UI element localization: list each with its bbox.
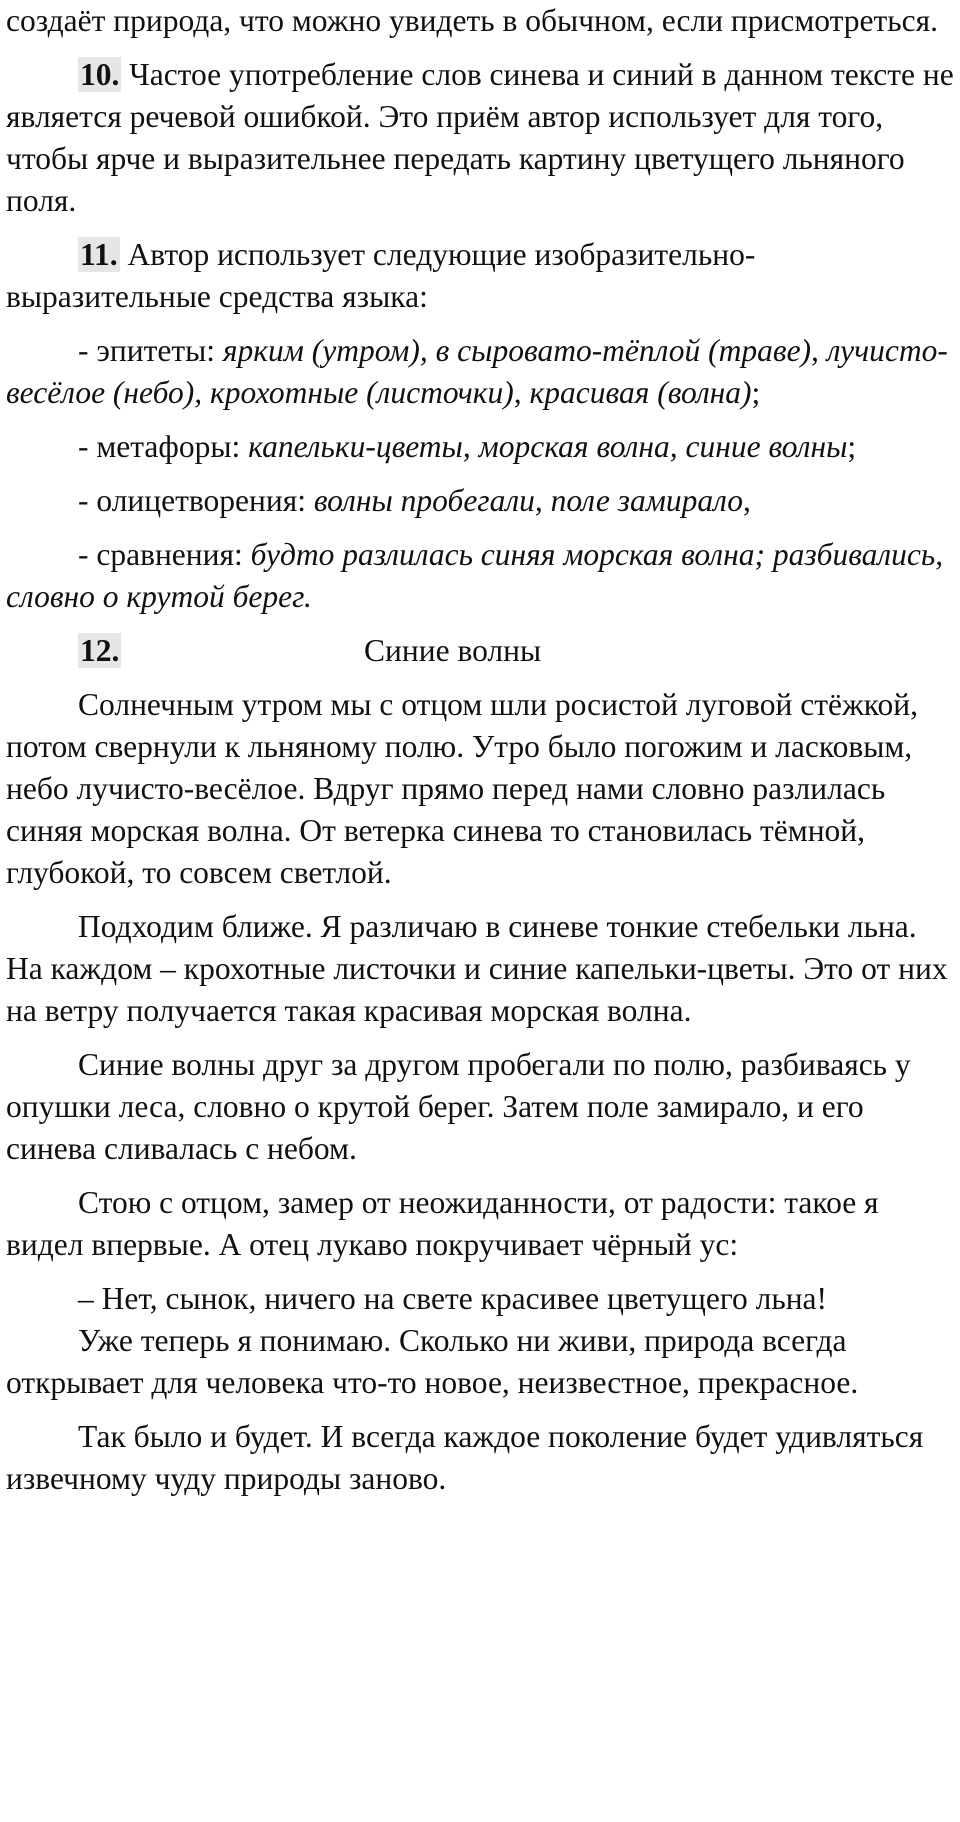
list-examples: капельки-цветы, морская волна, синие волны [248,429,848,464]
essay-paragraph [6,684,956,894]
essay-paragraph [6,1044,956,1170]
list-label: - сравнения: [78,537,251,572]
essay-text: Синие волны друг за другом пробегали по полю, разбиваясь у опушки леса, словно о крутой берег. Затем поле замирало, и его синева сливалась с небом. [6,1047,911,1166]
list-examples: волны пробегали, поле замирало [313,483,743,518]
list-examples: будто разлилась синяя морская волна; разбивались, словно о крутой берег. [6,537,944,614]
essay-title: Синие волны [364,633,542,668]
answer-10 [6,54,956,222]
answer-text: Частое употребление слов синева и синий в данном тексте не является речевой ошибкой. Это приём автор использует для того, чтобы ярче и выразительнее передать картину цветущего льняного поля. [6,57,954,218]
essay-text: Солнечным утром мы с отцом шли росистой луговой стёжкой, потом свернули к льняному полю. Утро было погожим и ласковым, небо лучисто-весёлое. Вдруг прямо перед нами словно разлилась синяя морская волна. От ветерка синева то становилась тёмной, глубокой, то совсем светлой. [6,687,918,890]
list-label: - олицетворения: [78,483,314,518]
list-item-comparisons [6,534,956,618]
essay-text: Подходим ближе. Я различаю в синеве тонкие стебельки льна. На каждом – крохотные листочки и синие капельки-цветы. Это от них на ветру получается такая красивая морская волна. [6,909,948,1028]
list-item-epithets [6,330,956,414]
list-examples: ярким (утром), в сыровато-тёплой (траве), лучисто-весёлое (небо), крохотные (листочки), красивая (волна) [6,333,948,410]
essay-paragraph [6,1416,956,1500]
list-label: - метафоры: [78,429,249,464]
document-page [6,0,956,1512]
answer-number: 12. [80,633,120,668]
essay-dialogue [6,1278,956,1320]
essay-text: Уже теперь я понимаю. Сколько ни живи, природа всегда открывает для человека что-то новое, неизвестное, прекрасное. [6,1323,859,1400]
essay-paragraph [6,1182,956,1266]
essay-text: – Нет, сынок, ничего на свете красивее цветущего льна! [78,1281,828,1316]
list-end: , [742,483,751,518]
list-item-personification [6,480,956,522]
answer-11 [6,234,956,318]
answer-number: 11. [80,237,118,272]
answer-text: Автор использует следующие изобразительно-выразительные средства языка: [6,237,756,314]
answer-number: 10. [80,57,120,92]
list-label: - эпитеты: [78,333,223,368]
paragraph-intro [6,0,956,42]
essay-paragraph [6,1320,956,1404]
essay-text: Стою с отцом, замер от неожиданности, от радости: такое я видел впервые. А отец лукаво покручивает чёрный ус: [6,1185,879,1262]
essay-paragraph [6,906,956,1032]
intro-text: создаёт природа, что можно увидеть в обычном, если присмотреться. [6,3,939,38]
answer-12-heading [6,630,956,672]
list-end: ; [847,429,857,464]
list-item-metaphors [6,426,956,468]
list-end: ; [751,375,761,410]
essay-text: Так было и будет. И всегда каждое поколение будет удивляться извечному чуду природы заново. [6,1419,924,1496]
